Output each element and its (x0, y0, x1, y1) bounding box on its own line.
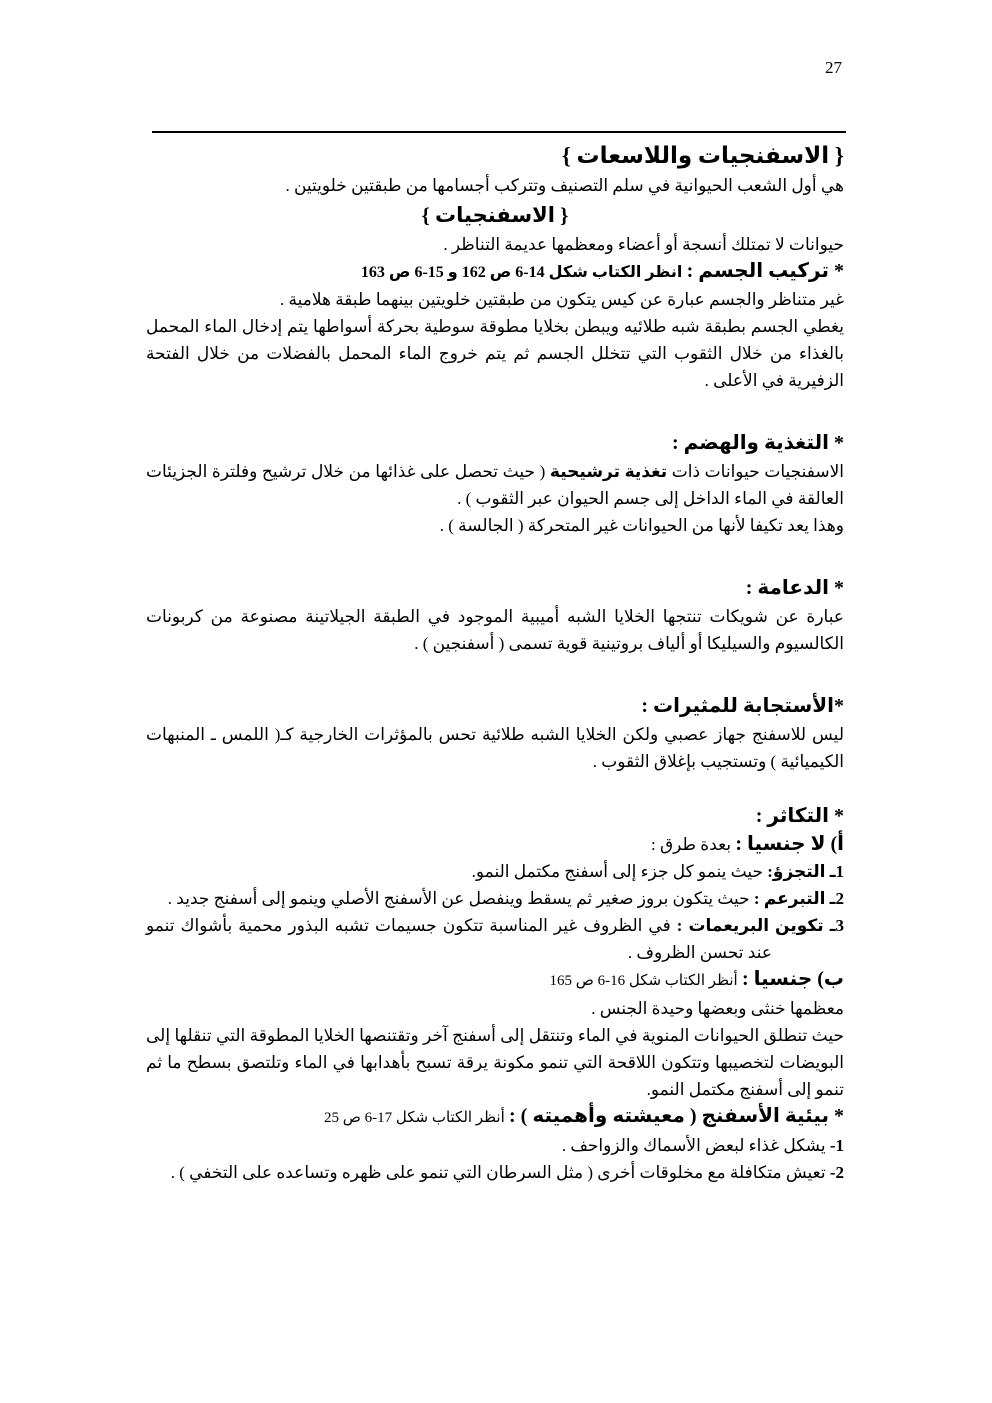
asexual-item-gemmules-text: في الظروف غير المناسبة تتكون جسيمات تشبه البذور محمية بأشواك تنمو عند تحسن الظروف . (146, 916, 772, 962)
body-structure-heading (146, 258, 844, 286)
asexual-subheading-rest: بعدة طرق : (650, 835, 732, 854)
body-structure-heading-label: * تركيب الجسم : (686, 260, 844, 282)
asexual-item-gemmules-label: 3ـ تكوين البريعمات : (676, 916, 845, 935)
ecology-item-food (146, 1132, 844, 1159)
body-structure-paragraph-1: غير متناظر والجسم عبارة عن كيس يتكون من طبقتين خلويتين بينهما طبقة هلامية . (279, 290, 844, 309)
asexual-item-budding-label: 2ـ التبرعم : (753, 889, 844, 908)
sexual-paragraph-1: معظمها خنثى وبعضها وحيدة الجنس . (591, 999, 844, 1018)
asexual-subheading-label: أ) لا جنسيا : (735, 833, 844, 855)
ecology-item-food-text: يشكل غذاء لبعض الأسماك والزواحف . (561, 1136, 826, 1155)
main-title: { الاسفنجيات واللاسعات } (561, 143, 844, 168)
intro-paragraph: هي أول الشعب الحيوانية في سلم التصنيف وتتركب أجسامها من طبقتين خلويتين . (285, 176, 844, 195)
asexual-item-budding (146, 885, 844, 912)
nutrition-rest-text: ( حيث تحصل على غذائها من خلال ترشيح وفلترة الجزيئات العالقة في الماء الداخل إلى جسم الحيوان عبر الثقوب ) . (146, 462, 844, 508)
body-structure-reference: انظر الكتاب شكل 14-6 ص 162 و 15-6 ص 163 (360, 264, 683, 281)
asexual-item-gemmules (146, 912, 844, 966)
sexual-reference: أنظر الكتاب شكل 16-6 ص 165 (549, 973, 738, 989)
sexual-paragraph-2: حيث تنطلق الحيوانات المنوية في الماء وتنتقل إلى أسفنج آخر وتقتنصها الخلايا المطوقة التي تنقلها إلى البويضات لتخصيبها وتتكون اللاقحة التي تنمو مكونة يرقة تسبح بأهدابها في الماء وتلتصق بسطح ما ثم تنمو إلى أسفنج مكتمل النمو. (146, 1026, 844, 1099)
sponges-section-title: { الاسفنجيات } (421, 203, 569, 227)
document-content (146, 140, 844, 1186)
asexual-item-fragmentation-label: 1ـ التجزؤ: (767, 862, 844, 881)
stimuli-response-heading: *الأستجابة للمثيرات : (641, 695, 844, 717)
ecology-item-symbiosis-label: 2- (829, 1163, 844, 1182)
nutrition-bold-term: تغذية ترشيحية (549, 462, 668, 481)
support-heading: * الدعامة : (745, 577, 844, 599)
page-number: 27 (825, 58, 842, 77)
body-structure-paragraph-2: يغطي الجسم بطبقة شبه طلائيه ويبطن بخلايا مطوقة سوطية بحركة أسواطها يتم إدخال الماء المحمل بالغذاء من خلال الثقوب التي تتخلل الجسم ثم يتم خروج الماء المحمل بالفضلات من خلال الفتحة الزفيرية في الأعلى . (146, 317, 844, 390)
asexual-subheading (146, 831, 844, 858)
header-rule (152, 131, 846, 133)
nutrition-note: وهذا يعد تكيفا لأنها من الحيوانات غير المتحركة ( الجالسة ) . (439, 516, 844, 535)
ecology-item-symbiosis (146, 1159, 844, 1186)
sponges-definition: حيوانات لا تمتلك أنسجة أو أعضاء ومعظمها عديمة التناظر . (443, 235, 844, 254)
ecology-heading-label: * بيئية الأسفنج ( معيشته وأهميته ) : (509, 1105, 844, 1127)
support-paragraph: عبارة عن شويكات تنتجها الخلايا الشبه أميبية الموجود في الطبقة الجيلاتينة مصنوعة من كربونات الكالسيوم والسيليكا أو ألياف بروتينية قوية تسمى ( أسفنجين ) . (146, 607, 844, 653)
asexual-item-budding-text: حيث يتكون بروز صغير ثم يسقط وينفصل عن الأسفنج الأصلي وينمو إلى أسفنج جديد . (167, 889, 750, 908)
stimuli-response-paragraph: ليس للاسفنج جهاز عصبي ولكن الخلايا الشبه طلائية تحس بالمؤثرات الخارجية كـ( اللمس ـ المنبهات الكيميائية ) وتستجيب بإغلاق الثقوب . (146, 725, 844, 771)
sexual-subheading (146, 966, 844, 995)
asexual-item-fragmentation-text: حيث ينمو كل جزء إلى أسفنج مكتمل النمو. (471, 862, 763, 881)
ecology-reference: أنظر الكتاب شكل 17-6 ص 25 (323, 1110, 505, 1126)
nutrition-paragraph (146, 458, 844, 512)
nutrition-heading: * التغذية والهضم : (671, 432, 844, 454)
ecology-heading (146, 1103, 844, 1132)
ecology-item-symbiosis-text: تعيش متكافلة مع مخلوقات أخرى ( مثل السرطان التي تنمو على ظهره وتساعده على التخفي ) . (170, 1163, 826, 1182)
sexual-subheading-label: ب) جنسيا : (741, 968, 844, 990)
ecology-item-food-label: 1- (829, 1136, 844, 1155)
reproduction-heading: * التكاثر : (755, 805, 844, 827)
nutrition-lead-text: الاسفنجيات حيوانات ذات (671, 462, 845, 481)
asexual-item-fragmentation (146, 858, 844, 885)
